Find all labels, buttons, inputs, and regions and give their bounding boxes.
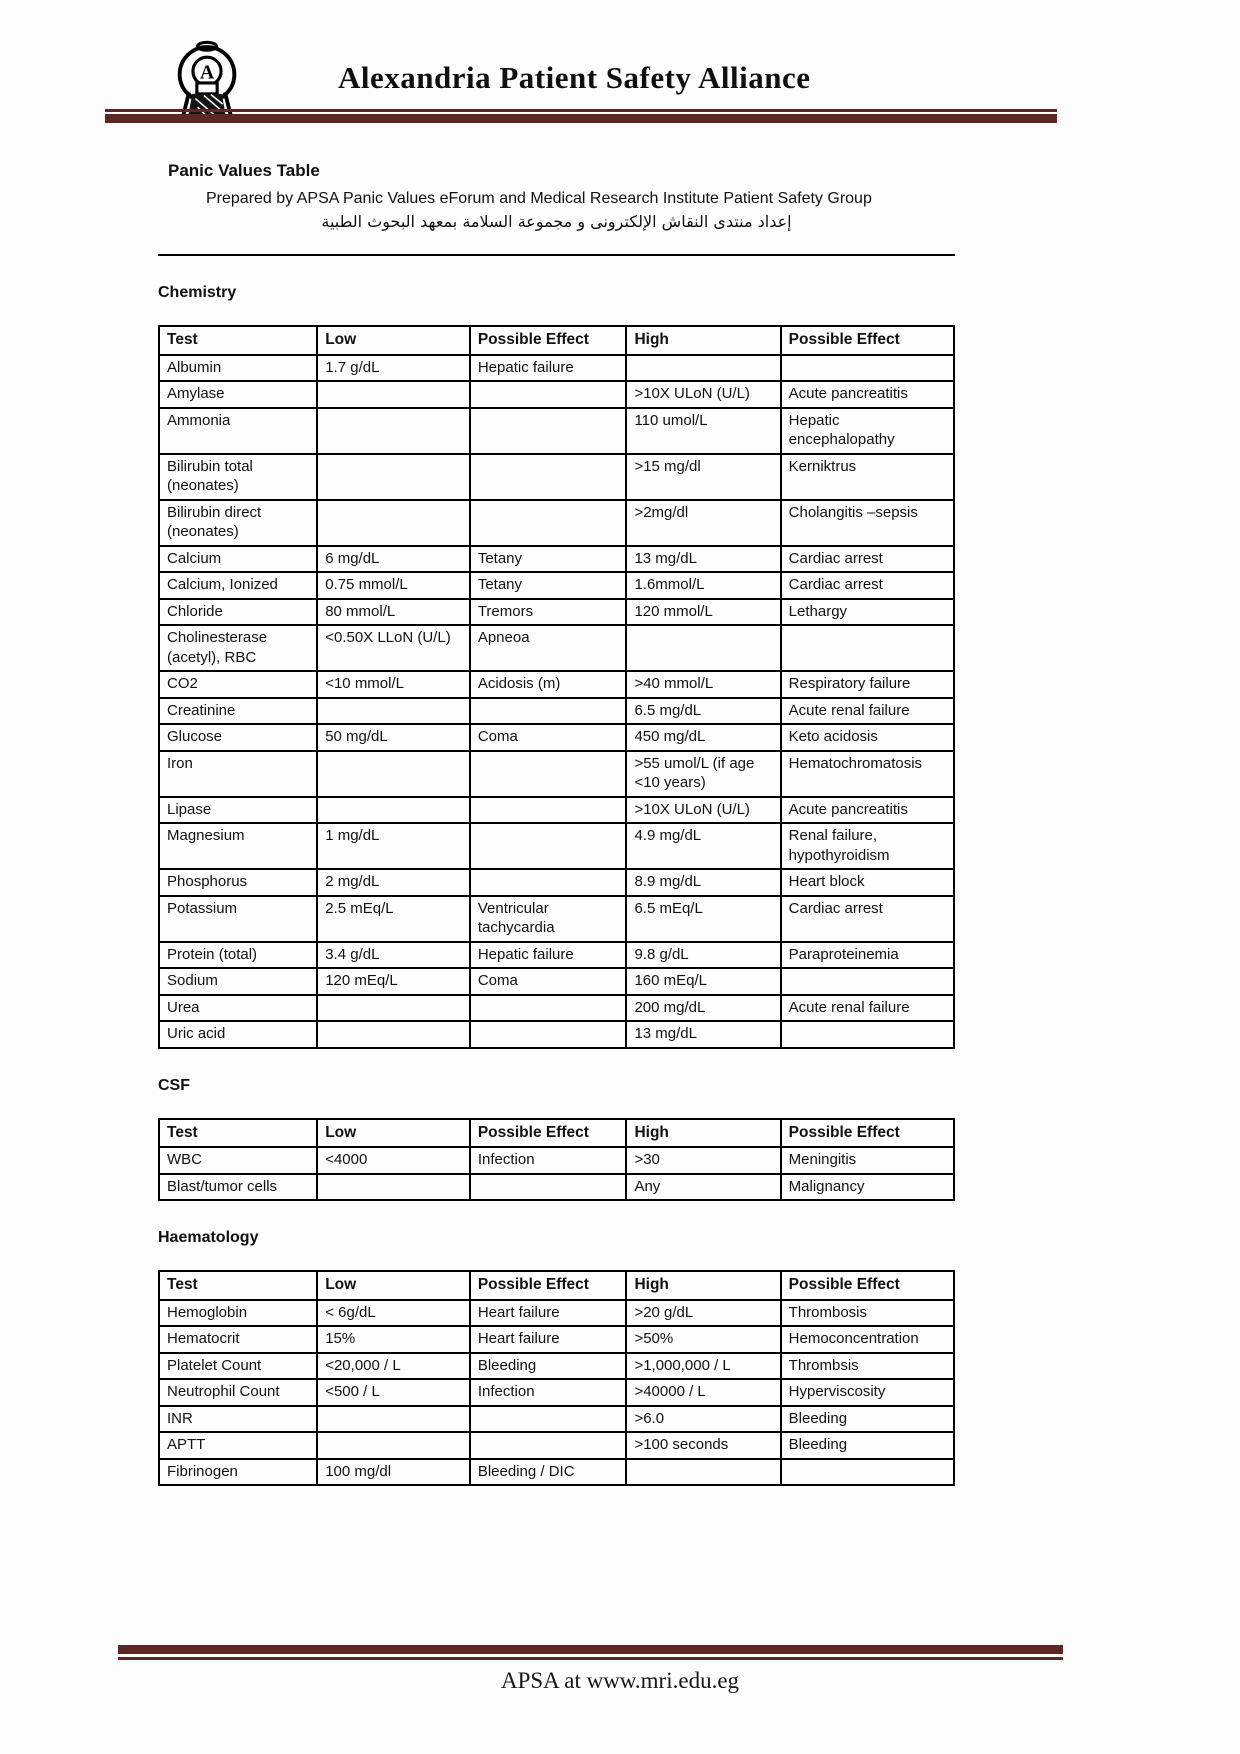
table-cell: Tetany (470, 546, 627, 573)
table-cell: 1 mg/dL (317, 823, 470, 869)
table-cell: Uric acid (159, 1021, 317, 1048)
column-header: High (626, 1119, 780, 1148)
table-cell: Cardiac arrest (781, 572, 954, 599)
table-cell: Bilirubin total (neonates) (159, 454, 317, 500)
section-heading-haematology: Haematology (158, 1229, 259, 1246)
table-cell: Ammonia (159, 408, 317, 454)
document-title: Panic Values Table (168, 161, 320, 180)
table-cell (470, 1021, 627, 1048)
table-cell: Heart block (781, 869, 954, 896)
table-cell: 4.9 mg/dL (626, 823, 780, 869)
table-cell (781, 1021, 954, 1048)
table-row (159, 1406, 954, 1433)
table-cell (317, 751, 470, 797)
table-cell (317, 500, 470, 546)
table-cell: Sodium (159, 968, 317, 995)
table-cell: Hyperviscosity (781, 1379, 954, 1406)
table-row (159, 408, 954, 454)
sections-container (158, 283, 955, 1486)
table-cell (317, 408, 470, 454)
table-cell: <0.50X LLoN (U/L) (317, 625, 470, 671)
table-row (159, 599, 954, 626)
header-rule-thin (105, 109, 1057, 112)
table-cell: Potassium (159, 896, 317, 942)
svg-text:A: A (199, 62, 215, 84)
column-header: Possible Effect (781, 1119, 954, 1148)
table-cell: Hemoconcentration (781, 1326, 954, 1353)
table-cell: Lipase (159, 797, 317, 824)
table-cell: Infection (470, 1379, 627, 1406)
table-row (159, 381, 954, 408)
table-cell: Acute renal failure (781, 995, 954, 1022)
table-cell: 6.5 mEq/L (626, 896, 780, 942)
footer-rule-thick (118, 1645, 1063, 1654)
table-cell (470, 995, 627, 1022)
table-row (159, 1147, 954, 1174)
column-header: Low (317, 1271, 470, 1300)
column-header: Test (159, 326, 317, 355)
table-cell (626, 1459, 780, 1486)
table-cell: >6.0 (626, 1406, 780, 1433)
table-cell: Urea (159, 995, 317, 1022)
table-cell: Infection (470, 1147, 627, 1174)
table-cell (317, 1432, 470, 1459)
column-header: Possible Effect (781, 1271, 954, 1300)
table-cell: 160 mEq/L (626, 968, 780, 995)
table-cell: 0.75 mmol/L (317, 572, 470, 599)
table-cell: Paraproteinemia (781, 942, 954, 969)
table-row (159, 1174, 954, 1201)
table-cell (781, 968, 954, 995)
table-cell: 120 mmol/L (626, 599, 780, 626)
column-header: High (626, 1271, 780, 1300)
table-row (159, 724, 954, 751)
table-header-row (159, 1119, 954, 1148)
table-cell (781, 355, 954, 382)
column-header: Possible Effect (470, 1119, 627, 1148)
table-cell: <10 mmol/L (317, 671, 470, 698)
table-cell: 100 mg/dl (317, 1459, 470, 1486)
table-row (159, 823, 954, 869)
column-header: Test (159, 1271, 317, 1300)
table-cell (470, 381, 627, 408)
table-cell: Lethargy (781, 599, 954, 626)
table-cell: <500 / L (317, 1379, 470, 1406)
table-cell: 110 umol/L (626, 408, 780, 454)
table-cell (317, 1406, 470, 1433)
table-row (159, 625, 954, 671)
table-cell: Tremors (470, 599, 627, 626)
column-header: Low (317, 1119, 470, 1148)
table-cell: Coma (470, 968, 627, 995)
table-cell: 15% (317, 1326, 470, 1353)
table-cell: 2 mg/dL (317, 869, 470, 896)
table-cell: Heart failure (470, 1326, 627, 1353)
table-cell: >10X ULoN (U/L) (626, 381, 780, 408)
table-row (159, 942, 954, 969)
table-cell: Keto acidosis (781, 724, 954, 751)
table-cell: Blast/tumor cells (159, 1174, 317, 1201)
table-cell: Bilirubin direct (neonates) (159, 500, 317, 546)
table-cell (470, 1406, 627, 1433)
table-cell: Cardiac arrest (781, 546, 954, 573)
table-row (159, 671, 954, 698)
table-cell (626, 625, 780, 671)
table-cell: CO2 (159, 671, 317, 698)
table-cell: >50% (626, 1326, 780, 1353)
table-cell: >100 seconds (626, 1432, 780, 1459)
table-cell (317, 797, 470, 824)
table-header-row (159, 1271, 954, 1300)
table-cell (317, 381, 470, 408)
table-row (159, 995, 954, 1022)
table-cell: Cholinesterase (acetyl), RBC (159, 625, 317, 671)
table-cell: Hematocrit (159, 1326, 317, 1353)
table-cell: 450 mg/dL (626, 724, 780, 751)
table-cell: 80 mmol/L (317, 599, 470, 626)
table-cell: Acidosis (m) (470, 671, 627, 698)
table-row (159, 1353, 954, 1380)
table-cell (317, 698, 470, 725)
table-cell: Cholangitis –sepsis (781, 500, 954, 546)
title-divider-rule (158, 254, 955, 256)
table-cell: 8.9 mg/dL (626, 869, 780, 896)
table-cell: Calcium, Ionized (159, 572, 317, 599)
table-cell: APTT (159, 1432, 317, 1459)
document-subtitle: Prepared by APSA Panic Values eForum and Medical Research Institute Patient Safety Group (206, 190, 872, 207)
table-cell: 6.5 mg/dL (626, 698, 780, 725)
table-row (159, 1432, 954, 1459)
table-cell (470, 454, 627, 500)
table-row (159, 797, 954, 824)
column-header: Low (317, 326, 470, 355)
table-row (159, 1379, 954, 1406)
table-cell: Heart failure (470, 1300, 627, 1327)
table-cell: 50 mg/dL (317, 724, 470, 751)
table-cell: >40 mmol/L (626, 671, 780, 698)
table-cell: Coma (470, 724, 627, 751)
table-cell: Bleeding (470, 1353, 627, 1380)
table-cell: Creatinine (159, 698, 317, 725)
section-heading-csf: CSF (158, 1076, 190, 1094)
table-cell: Glucose (159, 724, 317, 751)
table-cell: Fibrinogen (159, 1459, 317, 1486)
table-row (159, 869, 954, 896)
column-header: Possible Effect (781, 326, 954, 355)
table-cell: Acute pancreatitis (781, 797, 954, 824)
table-cell: Hemoglobin (159, 1300, 317, 1327)
table-cell: 3.4 g/dL (317, 942, 470, 969)
table-cell: Any (626, 1174, 780, 1201)
table-row (159, 546, 954, 573)
table-row (159, 454, 954, 500)
table-cell: Apneoa (470, 625, 627, 671)
table-cell (470, 751, 627, 797)
table-cell: Amylase (159, 381, 317, 408)
table-cell: Meningitis (781, 1147, 954, 1174)
table-cell: <20,000 / L (317, 1353, 470, 1380)
table-cell: Ventricular tachycardia (470, 896, 627, 942)
table-cell (781, 1459, 954, 1486)
table-cell: Bleeding / DIC (470, 1459, 627, 1486)
table-cell: Neutrophil Count (159, 1379, 317, 1406)
table-cell: Albumin (159, 355, 317, 382)
column-header: Test (159, 1119, 317, 1148)
table-cell: Hepatic encephalopathy (781, 408, 954, 454)
table-row (159, 1021, 954, 1048)
table-cell (781, 625, 954, 671)
table-cell: 1.7 g/dL (317, 355, 470, 382)
table-cell: Thrombsis (781, 1353, 954, 1380)
organization-title: Alexandria Patient Safety Alliance (338, 60, 811, 95)
table-row (159, 500, 954, 546)
table-cell: >20 g/dL (626, 1300, 780, 1327)
table-cell: >10X ULoN (U/L) (626, 797, 780, 824)
table-cell: INR (159, 1406, 317, 1433)
table-cell: < 6g/dL (317, 1300, 470, 1327)
column-header: Possible Effect (470, 1271, 627, 1300)
table-cell: >40000 / L (626, 1379, 780, 1406)
document-subtitle-arabic: إعداد منتدى النقاش الإلكترونى و مجموعة السلامة بمعهد البحوث الطبية (321, 212, 792, 231)
table-row (159, 355, 954, 382)
table-cell: 13 mg/dL (626, 546, 780, 573)
table-cell: <4000 (317, 1147, 470, 1174)
table-cell (470, 698, 627, 725)
table-cell: Acute pancreatitis (781, 381, 954, 408)
table-row (159, 698, 954, 725)
table-cell: Platelet Count (159, 1353, 317, 1380)
table-cell: Thrombosis (781, 1300, 954, 1327)
table-cell: Calcium (159, 546, 317, 573)
table-cell: Bleeding (781, 1432, 954, 1459)
table-cell: >55 umol/L (if age <10 years) (626, 751, 780, 797)
table-row (159, 1459, 954, 1486)
document-body (158, 160, 955, 1486)
table-header-row (159, 326, 954, 355)
table-row (159, 1300, 954, 1327)
table-cell (317, 1174, 470, 1201)
table-cell (317, 995, 470, 1022)
table-cell (470, 1432, 627, 1459)
column-header: Possible Effect (470, 326, 627, 355)
footer-rule-thin (118, 1657, 1063, 1660)
table-cell (470, 797, 627, 824)
table-cell (470, 869, 627, 896)
table-cell (470, 408, 627, 454)
table-cell: Tetany (470, 572, 627, 599)
table-cell: 6 mg/dL (317, 546, 470, 573)
table-cell (626, 355, 780, 382)
table-cell (470, 500, 627, 546)
table-cell: WBC (159, 1147, 317, 1174)
table-row (159, 1326, 954, 1353)
panic-values-table-chemistry (158, 325, 955, 1049)
table-cell: Hematochromatosis (781, 751, 954, 797)
table-cell: >15 mg/dl (626, 454, 780, 500)
table-cell: Magnesium (159, 823, 317, 869)
footer-text: APSA at www.mri.edu.eg (500, 1668, 740, 1693)
table-cell: Protein (total) (159, 942, 317, 969)
table-cell: >30 (626, 1147, 780, 1174)
table-cell: 13 mg/dL (626, 1021, 780, 1048)
table-cell (317, 454, 470, 500)
table-row (159, 968, 954, 995)
table-row (159, 572, 954, 599)
table-cell: Respiratory failure (781, 671, 954, 698)
table-cell (317, 1021, 470, 1048)
panic-values-table-haematology (158, 1270, 955, 1486)
table-cell: Iron (159, 751, 317, 797)
table-row (159, 896, 954, 942)
table-cell: 9.8 g/dL (626, 942, 780, 969)
section-heading-chemistry: Chemistry (158, 284, 237, 301)
table-cell: 120 mEq/L (317, 968, 470, 995)
table-cell: >1,000,000 / L (626, 1353, 780, 1380)
table-cell: Chloride (159, 599, 317, 626)
table-cell (470, 823, 627, 869)
table-cell: Phosphorus (159, 869, 317, 896)
table-cell: Hepatic failure (470, 355, 627, 382)
table-row (159, 751, 954, 797)
table-cell: Hepatic failure (470, 942, 627, 969)
header-rule-thick (105, 114, 1057, 123)
table-cell: Renal failure, hypothyroidism (781, 823, 954, 869)
table-cell: Cardiac arrest (781, 896, 954, 942)
table-cell: Kerniktrus (781, 454, 954, 500)
table-cell (470, 1174, 627, 1201)
table-cell: 200 mg/dL (626, 995, 780, 1022)
table-cell: 1.6mmol/L (626, 572, 780, 599)
table-cell: Acute renal failure (781, 698, 954, 725)
panic-values-table-csf (158, 1118, 955, 1202)
column-header: High (626, 326, 780, 355)
table-cell: Malignancy (781, 1174, 954, 1201)
table-cell: Bleeding (781, 1406, 954, 1433)
table-cell: 2.5 mEq/L (317, 896, 470, 942)
table-cell: >2mg/dl (626, 500, 780, 546)
